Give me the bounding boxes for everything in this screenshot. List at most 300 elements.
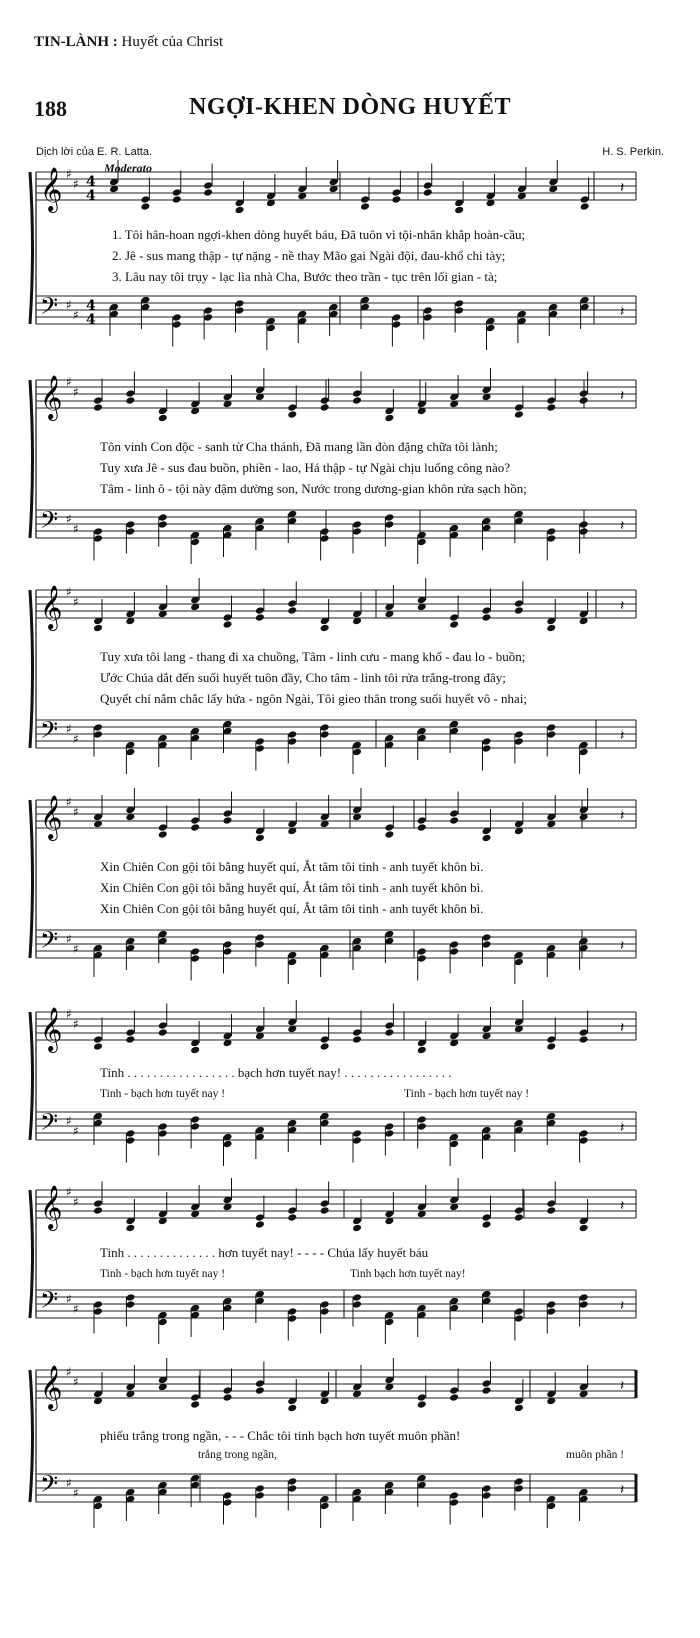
notehead [320,396,330,405]
notehead [125,1028,135,1037]
notehead [223,1386,233,1395]
translator-credit: Dịch lời của E. R. Latta. [36,146,153,158]
treble-clef-icon: 𝄞 [40,167,63,211]
notehead [482,933,492,942]
sharp-icon: ♯ [73,942,79,956]
notehead [190,1393,200,1402]
tempo-marking: Moderato [104,161,152,175]
notehead [391,195,401,204]
notehead [93,1199,103,1208]
notehead [352,1136,362,1145]
notehead [449,620,459,629]
treble-clef-icon: 𝄞 [40,1185,63,1229]
notehead [514,1206,524,1215]
notehead [417,947,427,956]
notehead [417,1046,427,1055]
notehead [287,1404,297,1413]
notehead [223,1140,233,1149]
notehead [125,1300,135,1309]
notehead [266,324,276,333]
notehead [417,816,427,825]
notehead [449,1140,459,1149]
notehead [384,1318,394,1327]
sharp-icon: ♯ [66,1007,72,1021]
notehead [417,1400,427,1409]
sharp-icon: ♯ [73,308,79,322]
rest-icon: 𝄽 [620,1020,625,1036]
notehead [93,1300,103,1309]
notehead [546,1042,556,1051]
sharp-icon: ♯ [73,1302,79,1316]
notehead [579,396,589,405]
notehead [158,823,168,832]
notehead [320,723,330,732]
notehead [391,320,401,329]
notehead [255,834,265,843]
sharp-icon: ♯ [66,932,72,946]
notehead [514,737,524,746]
notehead [384,823,394,832]
notehead [235,306,245,315]
notehead [223,947,233,956]
notehead [384,1021,394,1030]
sharp-icon: ♯ [66,1185,72,1199]
system-brace [30,380,33,538]
lyric-line: 3. Lâu nay tôi trụy - lạc lìa nhà Cha, Bước theo trần - tục trên lối gian - tà; [112,269,498,284]
system-brace [30,1012,33,1140]
notehead [579,527,589,536]
sharp-icon: ♯ [73,1124,79,1138]
notehead [93,403,103,412]
notehead [579,1136,589,1145]
notehead [579,1035,589,1044]
notehead [546,624,556,633]
notehead [255,737,265,746]
sharp-icon: ♯ [73,1486,79,1500]
sharp-icon: ♯ [66,585,72,599]
hymn-title: NGỢI-KHEN DÒNG HUYẾT [188,94,512,120]
notehead [287,599,297,608]
notehead [223,809,233,818]
notehead [190,823,200,832]
notehead [158,414,168,423]
notehead [449,947,459,956]
lyric-line: Xin Chiên Con gội tôi bằng huyết quí, Ắt tâm tôi tinh - anh tuyết khôn bì. [100,901,484,916]
notehead [449,816,459,825]
notehead [255,1484,265,1493]
sharp-icon: ♯ [73,522,79,536]
notehead [514,1404,524,1413]
rest-icon: 𝄽 [620,808,625,824]
time-signature-bottom: 4 [86,312,96,328]
notehead [384,520,394,529]
sharp-icon: ♯ [66,1114,72,1128]
rest-icon: 𝄽 [620,388,625,404]
notehead [320,1502,330,1511]
notehead [449,1386,459,1395]
notehead [423,313,433,322]
notehead [546,723,556,732]
notehead [482,1379,492,1388]
notehead [287,730,297,739]
lyric-line-alto: Tinh bạch hơn tuyết nay! [350,1268,466,1280]
notehead [172,195,182,204]
notehead [223,1491,233,1500]
bass-clef-icon: 𝄢 [40,1108,59,1141]
treble-clef-icon: 𝄞 [40,1365,63,1409]
notehead [140,195,150,204]
notehead [158,1021,168,1030]
notehead [360,202,370,211]
notehead [482,1386,492,1395]
notehead [514,730,524,739]
lyric-line-alto: Tinh - bạch hơn tuyết nay ! [100,1088,226,1100]
treble-clef-icon: 𝄞 [40,1007,63,1051]
notehead [125,520,135,529]
notehead [255,613,265,622]
notehead [546,730,556,739]
rest-icon: 𝄽 [620,1298,625,1314]
notehead [125,396,135,405]
sharp-icon: ♯ [73,177,79,191]
notehead [172,313,182,322]
notehead [158,520,168,529]
notehead [360,195,370,204]
notehead [417,1393,427,1402]
notehead [320,1035,330,1044]
notehead [546,1035,556,1044]
notehead [93,723,103,732]
notehead [255,1220,265,1229]
notehead [93,534,103,543]
notehead [579,1028,589,1037]
treble-clef-icon: 𝄞 [40,585,63,629]
notehead [546,1502,556,1511]
sharp-icon: ♯ [66,1292,72,1306]
notehead [158,1122,168,1131]
notehead [190,947,200,956]
lyric-line: 1. Tôi hân-hoan ngợi-khen dòng huyết báu, Đã tuôn vì tội-nhân khắp hoàn-cầu; [112,227,526,242]
notehead [320,1307,330,1316]
book-name: TIN-LÀNH : [34,34,118,50]
notehead [287,1206,297,1215]
notehead [417,954,427,963]
sharp-icon: ♯ [73,1195,79,1209]
notehead [287,1477,297,1486]
notehead [93,1042,103,1051]
notehead [320,527,330,536]
notehead [190,954,200,963]
notehead [287,403,297,412]
notehead [203,313,213,322]
sharp-icon: ♯ [73,1017,79,1031]
sharp-icon: ♯ [66,375,72,389]
notehead [482,606,492,615]
notehead [514,958,524,967]
notehead [417,1115,427,1124]
notehead [482,834,492,843]
notehead [482,1213,492,1222]
notehead [391,188,401,197]
notehead [287,737,297,746]
notehead [352,1224,362,1233]
lyric-line: Tinh . . . . . . . . . . . . . . hơn tuyết nay! - - - - Chúa lấy huyết báu [100,1245,429,1260]
sharp-icon: ♯ [66,167,72,181]
notehead [172,188,182,197]
bass-clef-icon: 𝄢 [40,292,59,325]
notehead [255,744,265,753]
notehead [546,1307,556,1316]
notehead [514,1307,524,1316]
notehead [125,1035,135,1044]
notehead [546,527,556,536]
notehead [93,1206,103,1215]
notehead [514,410,524,419]
system-brace [30,590,33,748]
notehead [125,1136,135,1145]
bass-clef-icon: 𝄢 [40,506,59,539]
notehead [203,306,213,315]
notehead [514,599,524,608]
notehead [172,320,182,329]
notehead [287,410,297,419]
notehead [579,1300,589,1309]
notehead [546,1300,556,1309]
notehead [514,606,524,615]
notehead [223,620,233,629]
notehead [580,202,590,211]
notehead [287,606,297,615]
bass-clef-icon: 𝄢 [40,1470,59,1503]
notehead [158,1318,168,1327]
time-signature-top: 4 [86,174,96,190]
sharp-icon: ♯ [73,385,79,399]
notehead [255,940,265,949]
notehead [203,188,213,197]
notehead [93,527,103,536]
notehead [93,624,103,633]
notehead [255,1491,265,1500]
system-brace [30,800,33,958]
notehead [93,396,103,405]
sharp-icon: ♯ [66,1365,72,1379]
notehead [223,816,233,825]
notehead [352,396,362,405]
lyric-line-alto: Tinh - bạch hơn tuyết nay ! [404,1088,530,1100]
sharp-icon: ♯ [66,298,72,312]
notehead [93,1035,103,1044]
sharp-icon: ♯ [73,805,79,819]
notehead [482,940,492,949]
notehead [93,730,103,739]
notehead [546,1199,556,1208]
notehead [190,1046,200,1055]
notehead [93,1307,103,1316]
notehead [514,1484,524,1493]
rest-icon: 𝄽 [620,728,625,744]
notehead [546,396,556,405]
system-brace [30,1370,33,1502]
rest-icon: 𝄽 [620,1198,625,1214]
lyric-line: Tuy xưa tôi lang - thang đi xa chuồng, Tâm - linh cưu - mang khổ - đau lo - buồn; [100,649,526,664]
notehead [579,520,589,529]
lyric-line: Tinh . . . . . . . . . . . . . . . . . bạch hơn tuyết nay! . . . . . . . . . . . . . . . . . [100,1065,452,1080]
notehead [546,1206,556,1215]
notehead [320,534,330,543]
notehead [190,1400,200,1409]
notehead [384,830,394,839]
notehead [352,389,362,398]
notehead [320,730,330,739]
rest-icon: 𝄽 [620,938,625,954]
rest-icon: 𝄽 [620,518,625,534]
notehead [287,1307,297,1316]
rest-icon: 𝄽 [620,1378,625,1394]
notehead [203,181,213,190]
notehead [514,1213,524,1222]
notehead [320,1206,330,1215]
notehead [255,933,265,942]
time-signature-top: 4 [86,298,96,314]
notehead [255,606,265,615]
lyric-line-alto: trắng trong ngần, [198,1449,277,1461]
system-brace [30,1190,33,1318]
notehead [190,538,200,547]
notehead [125,389,135,398]
notehead [320,1300,330,1309]
notehead [482,1491,492,1500]
hymn-number: 188 [34,96,67,121]
notehead [223,1498,233,1507]
lyric-line-alto: muôn phần ! [566,1449,625,1461]
sharp-icon: ♯ [73,595,79,609]
notehead [514,1314,524,1323]
book-category: Huyết của Christ [121,34,224,50]
lyric-line-alto: Tinh - bạch hơn tuyết nay ! [100,1268,226,1280]
notehead [223,1393,233,1402]
notehead [158,830,168,839]
notehead [320,1199,330,1208]
rest-icon: 𝄽 [620,598,625,614]
notehead [482,613,492,622]
rest-icon: 𝄽 [620,1482,625,1498]
notehead [579,389,589,398]
notehead [546,403,556,412]
notehead [320,624,330,633]
sharp-icon: ♯ [66,722,72,736]
notehead [352,1028,362,1037]
lyric-line: Tôn vinh Con độc - sanh từ Cha thánh, Đã mang lần đòn đặng chữa tôi lành; [100,439,498,454]
notehead [514,403,524,412]
notehead [384,1028,394,1037]
notehead [423,181,433,190]
notehead [449,1491,459,1500]
notehead [158,1028,168,1037]
sharp-icon: ♯ [66,512,72,526]
sharp-icon: ♯ [66,1476,72,1490]
lyric-line: Tâm - linh ô - tội này đậm dường son, Nước trong dương-gian khôn rửa sạch hồn; [100,481,527,496]
notehead [423,306,433,315]
notehead [417,1122,427,1131]
notehead [125,1293,135,1302]
notehead [235,299,245,308]
notehead [255,1213,265,1222]
notehead [190,1115,200,1124]
notehead [93,1502,103,1511]
sharp-icon: ♯ [73,732,79,746]
sharp-icon: ♯ [66,795,72,809]
notehead [125,748,135,757]
notehead [140,202,150,211]
notehead [255,1386,265,1395]
notehead [417,538,427,547]
notehead [287,958,297,967]
notehead [125,1224,135,1233]
rest-icon: 𝄽 [620,180,625,196]
lyric-line: Xin Chiên Con gội tôi bằng huyết quí, Ắt tâm tôi tinh - anh tuyết khôn bì. [100,880,484,895]
notehead [579,1129,589,1138]
notehead [320,403,330,412]
notehead [352,520,362,529]
bass-clef-icon: 𝄢 [40,926,59,959]
notehead [190,816,200,825]
notehead [158,513,168,522]
notehead [158,1129,168,1138]
lyric-line: Tuy xưa Jê - sus đau buồn, phiền - lao, Há thập - tự Ngài chịu luống công nào? [100,460,511,475]
notehead [417,823,427,832]
notehead [546,534,556,543]
notehead [449,613,459,622]
notehead [449,940,459,949]
notehead [255,1379,265,1388]
notehead [352,748,362,757]
bass-clef-icon: 𝄢 [40,1286,59,1319]
notehead [223,940,233,949]
notehead [190,1122,200,1131]
rest-icon: 𝄽 [620,1120,625,1136]
notehead [391,313,401,322]
notehead [454,306,464,315]
notehead [482,1220,492,1229]
lyric-line: 2. Jê - sus mang thập - tự nặng - nề thay Mão gai Ngài đội, đau-khổ chi tày; [112,248,506,263]
time-signature-bottom: 4 [86,188,96,204]
notehead [449,1498,459,1507]
notehead [486,324,496,333]
notehead [384,1122,394,1131]
sharp-icon: ♯ [73,1375,79,1389]
notehead [384,513,394,522]
notehead [384,414,394,423]
treble-clef-icon: 𝄞 [40,375,63,419]
notehead [125,527,135,536]
rest-icon: 𝄽 [620,304,625,320]
notehead [454,299,464,308]
lyric-line: Xin Chiên Con gội tôi bằng huyết quí, Ắt tâm tôi tinh - anh tuyết khôn bì. [100,859,484,874]
notehead [482,1484,492,1493]
notehead [454,206,464,215]
notehead [287,1213,297,1222]
treble-clef-icon: 𝄞 [40,795,63,839]
notehead [482,737,492,746]
notehead [287,1314,297,1323]
composer-credit: H. S. Perkin. [602,146,664,158]
notehead [287,1484,297,1493]
lyric-line: Quyết chí nắm chắc lấy hứa - ngôn Ngài, Tôi gieo thân trong suối huyết vô - nhai; [100,691,528,706]
notehead [235,206,245,215]
notehead [352,1035,362,1044]
notehead [514,1477,524,1486]
notehead [579,1224,589,1233]
